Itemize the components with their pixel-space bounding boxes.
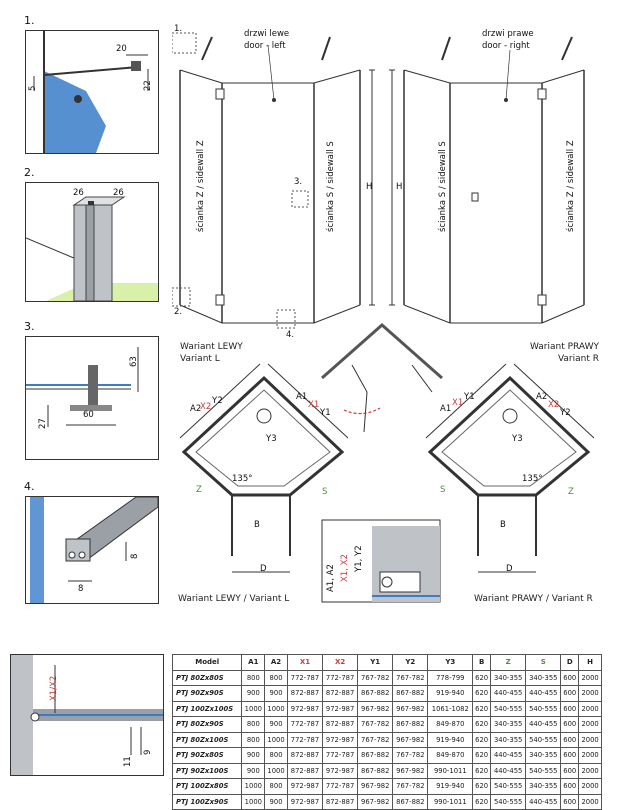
variant-left-caption: Wariant LEWY / Variant L <box>178 594 290 604</box>
table-cell: 900 <box>242 748 265 764</box>
plan-left-b: B <box>254 520 260 530</box>
table-cell: 767-782 <box>358 670 393 686</box>
table-cell: 600 <box>561 748 579 764</box>
table-cell: 900 <box>242 763 265 779</box>
table-cell: 620 <box>473 701 491 717</box>
table-cell: 972-987 <box>287 779 322 795</box>
table-cell: 767-782 <box>393 670 428 686</box>
plan-left-y2: Y2 <box>212 396 223 406</box>
table-cell: 772-787 <box>287 732 322 748</box>
table-cell: 800 <box>265 670 288 686</box>
plan-left-x2: X2 <box>200 402 212 412</box>
table-cell: 900 <box>265 717 288 733</box>
table-cell: 772-787 <box>323 779 358 795</box>
table-cell: 967-982 <box>358 701 393 717</box>
table-row <box>173 748 602 764</box>
table-cell: 600 <box>561 701 579 717</box>
plan-right-y1: Y1 <box>464 392 475 402</box>
table-cell: 2000 <box>579 670 602 686</box>
table-cell: 2000 <box>579 701 602 717</box>
table-cell: 1000 <box>265 763 288 779</box>
header-d: D <box>561 655 579 671</box>
variant-right-title: Wariant PRAWY <box>529 342 599 352</box>
detail-2-dim-a: 26 <box>73 188 84 198</box>
table-cell: 872-887 <box>287 686 322 702</box>
table-cell-model: PTJ 90Zx80S <box>173 748 242 764</box>
table-cell-model: PTJ 80Zx80S <box>173 670 242 686</box>
table-cell: 990-1011 <box>428 794 473 810</box>
table-cell: 972-987 <box>323 701 358 717</box>
detail-4-dim-w: 8 <box>78 584 84 594</box>
height-label-right: H <box>396 182 403 192</box>
table-cell: 2000 <box>579 794 602 810</box>
spec-table-body <box>173 670 602 810</box>
table-header-row <box>173 655 602 671</box>
table-cell: 772-787 <box>323 670 358 686</box>
table-row <box>173 717 602 733</box>
plan-right-d: D <box>506 564 513 574</box>
table-cell: 1000 <box>242 794 265 810</box>
table-cell: 778-799 <box>428 670 473 686</box>
step-4-label: 4. <box>24 480 35 493</box>
table-cell: 620 <box>473 748 491 764</box>
right-sidewall-s: ścianka S / sidewall S <box>438 141 448 232</box>
table-cell: 767-782 <box>358 717 393 733</box>
table-cell: 440-455 <box>526 794 561 810</box>
table-cell: 600 <box>561 686 579 702</box>
plan-left-a2: A2 <box>190 404 202 414</box>
table-cell: 900 <box>242 686 265 702</box>
table-cell: 919-940 <box>428 779 473 795</box>
detail-3-dim-width: 60 <box>83 410 94 420</box>
table-cell: 1000 <box>265 701 288 717</box>
table-cell: 872-887 <box>287 748 322 764</box>
table-cell: 620 <box>473 763 491 779</box>
table-cell: 620 <box>473 732 491 748</box>
plan-left-z: Z <box>196 485 202 495</box>
table-cell-model: PTJ 100Zx80S <box>173 779 242 795</box>
table-cell: 972-987 <box>323 763 358 779</box>
table-cell: 767-782 <box>393 748 428 764</box>
table-cell-model: PTJ 90Zx90S <box>173 686 242 702</box>
table-cell: 990-1011 <box>428 763 473 779</box>
plan-right-angle: 135° <box>522 474 543 484</box>
plan-right-a2: A2 <box>536 392 548 402</box>
step-3-label: 3. <box>24 320 35 333</box>
left-door-label-en: door - left <box>244 41 286 51</box>
table-cell: 800 <box>242 732 265 748</box>
table-cell: 2000 <box>579 686 602 702</box>
callout-3: 3. <box>294 177 303 187</box>
plan-right-s: S <box>440 485 446 495</box>
table-cell: 919-940 <box>428 686 473 702</box>
table-cell: 767-782 <box>358 732 393 748</box>
step-2-label: 2. <box>24 166 35 179</box>
detail-1-dim-left: 5 <box>28 85 38 91</box>
header-y1: Y1 <box>358 655 393 671</box>
table-cell: 867-882 <box>358 763 393 779</box>
header-y3: Y3 <box>428 655 473 671</box>
plan-right-y2: Y2 <box>560 408 571 418</box>
table-cell: 772-787 <box>323 748 358 764</box>
plan-left-x1: X1 <box>308 400 320 410</box>
table-row <box>173 732 602 748</box>
table-cell: 340-355 <box>526 748 561 764</box>
plan-left-y3: Y3 <box>266 434 277 444</box>
right-sidewall-z: ścianka Z / sidewall Z <box>566 140 576 232</box>
table-cell: 540-555 <box>526 763 561 779</box>
right-door-label: drzwi prawe <box>482 29 534 39</box>
detail-x1x2: X1, X2 <box>340 554 350 582</box>
left-door-label: drzwi lewe <box>244 29 290 39</box>
header-z: Z <box>491 655 526 671</box>
elevation-drawing <box>172 25 612 340</box>
spec-table <box>172 654 602 810</box>
header-a1: A1 <box>242 655 265 671</box>
table-cell: 967-982 <box>358 794 393 810</box>
table-cell: 867-882 <box>393 686 428 702</box>
table-cell: 540-555 <box>526 701 561 717</box>
detail-3-dim-height: 63 <box>129 356 139 367</box>
table-cell: 600 <box>561 794 579 810</box>
table-cell: 2000 <box>579 717 602 733</box>
table-cell: 340-355 <box>491 717 526 733</box>
detail-1-dim-top: 20 <box>116 44 127 54</box>
header-x2: X2 <box>323 655 358 671</box>
table-cell: 540-555 <box>526 732 561 748</box>
table-cell: 440-455 <box>491 748 526 764</box>
bottom-detail-drawing <box>11 655 163 775</box>
table-cell: 972-987 <box>287 701 322 717</box>
plan-right-z: Z <box>568 487 574 497</box>
table-row <box>173 701 602 717</box>
plan-right-a1: A1 <box>440 404 452 414</box>
table-cell: 2000 <box>579 779 602 795</box>
table-cell: 440-455 <box>491 763 526 779</box>
table-cell: 440-455 <box>526 717 561 733</box>
table-cell: 800 <box>242 670 265 686</box>
table-cell: 919-940 <box>428 732 473 748</box>
callout-1: 1. <box>174 24 183 34</box>
detail-2-panel <box>25 182 159 302</box>
detail-1-dim-right: 22 <box>143 80 153 91</box>
variant-right-title-en: Variant R <box>557 354 599 364</box>
detail-a1a2: A1, A2 <box>326 564 336 592</box>
table-row <box>173 779 602 795</box>
table-cell: 967-982 <box>358 779 393 795</box>
header-h: H <box>579 655 602 671</box>
table-cell: 800 <box>242 717 265 733</box>
table-cell: 2000 <box>579 763 602 779</box>
table-row <box>173 686 602 702</box>
plan-left-s: S <box>322 487 328 497</box>
detail-3-dim-base: 27 <box>38 418 48 429</box>
table-cell: 800 <box>265 748 288 764</box>
table-cell: 440-455 <box>491 686 526 702</box>
table-cell: 540-555 <box>491 701 526 717</box>
table-cell: 872-887 <box>323 686 358 702</box>
plan-left-y1: Y1 <box>320 408 331 418</box>
header-x1: X1 <box>287 655 322 671</box>
table-cell: 1000 <box>242 779 265 795</box>
table-cell: 872-887 <box>323 717 358 733</box>
table-cell: 600 <box>561 732 579 748</box>
step-1-label: 1. <box>24 14 35 27</box>
table-cell: 767-782 <box>393 779 428 795</box>
table-cell: 620 <box>473 717 491 733</box>
table-row <box>173 794 602 810</box>
table-cell: 900 <box>265 794 288 810</box>
variant-left-title: Wariant LEWY <box>180 342 243 352</box>
left-sidewall-s: ścianka S / sidewall S <box>326 141 336 232</box>
table-cell: 440-455 <box>526 686 561 702</box>
table-cell: 340-355 <box>526 670 561 686</box>
table-cell: 867-882 <box>358 748 393 764</box>
table-cell-model: PTJ 80Zx90S <box>173 717 242 733</box>
table-cell: 2000 <box>579 748 602 764</box>
header-b: B <box>473 655 491 671</box>
table-cell: 972-987 <box>287 794 322 810</box>
bottom-detail-dim-11: 11 <box>123 756 133 767</box>
table-cell: 2000 <box>579 732 602 748</box>
table-cell: 867-882 <box>358 686 393 702</box>
table-cell: 600 <box>561 779 579 795</box>
header-s: S <box>526 655 561 671</box>
table-cell-model: PTJ 100Zx100S <box>173 701 242 717</box>
table-cell: 620 <box>473 779 491 795</box>
table-cell: 972-987 <box>323 732 358 748</box>
plan-left-a1: A1 <box>296 392 308 402</box>
table-cell: 967-982 <box>393 701 428 717</box>
table-row <box>173 763 602 779</box>
detail-1-drawing <box>26 31 158 153</box>
table-cell: 620 <box>473 670 491 686</box>
table-cell: 540-555 <box>491 779 526 795</box>
plan-right-b: B <box>500 520 506 530</box>
table-cell: 867-882 <box>393 794 428 810</box>
table-cell: 600 <box>561 717 579 733</box>
header-model: Model <box>173 655 242 671</box>
plan-right-y3: Y3 <box>512 434 523 444</box>
detail-4-dim-h: 8 <box>130 553 140 559</box>
detail-3-panel <box>25 336 159 460</box>
detail-2-dim-b: 26 <box>113 188 124 198</box>
table-cell: 800 <box>265 779 288 795</box>
plan-right-x2: X2 <box>548 400 560 410</box>
table-cell: 872-887 <box>323 794 358 810</box>
table-cell: 620 <box>473 686 491 702</box>
table-cell: 772-787 <box>287 670 322 686</box>
table-cell: 967-982 <box>393 732 428 748</box>
table-cell: 540-555 <box>491 794 526 810</box>
table-row <box>173 670 602 686</box>
table-cell: 1000 <box>242 701 265 717</box>
table-cell: 867-882 <box>393 717 428 733</box>
callout-2: 2. <box>174 307 183 317</box>
header-a2: A2 <box>265 655 288 671</box>
plan-left-d: D <box>260 564 267 574</box>
table-cell: 340-355 <box>526 779 561 795</box>
table-cell-model: PTJ 80Zx100S <box>173 732 242 748</box>
table-cell-model: PTJ 100Zx90S <box>173 794 242 810</box>
bottom-detail-dim-9: 9 <box>143 749 153 755</box>
detail-y1y2: Y1, Y2 <box>354 545 364 572</box>
left-sidewall-z: ścianka Z / sidewall Z <box>196 140 206 232</box>
table-cell: 600 <box>561 670 579 686</box>
plan-left-angle: 135° <box>232 474 253 484</box>
table-cell: 340-355 <box>491 670 526 686</box>
table-cell: 1061-1082 <box>428 701 473 717</box>
table-cell: 900 <box>265 686 288 702</box>
table-cell-model: PTJ 90Zx100S <box>173 763 242 779</box>
table-cell: 849-870 <box>428 717 473 733</box>
variant-left-title-en: Variant L <box>180 354 220 364</box>
plan-drawing <box>172 320 612 605</box>
header-y2: Y2 <box>393 655 428 671</box>
height-label-left: H <box>366 182 373 192</box>
table-cell: 1000 <box>265 732 288 748</box>
plan-right-x1: X1 <box>452 398 464 408</box>
bottom-detail-x1x2: X1/X2 <box>49 675 59 701</box>
callout-4: 4. <box>286 330 295 340</box>
right-door-label-en: door - right <box>482 41 530 51</box>
variant-right-caption: Wariant PRAWY / Variant R <box>474 594 593 604</box>
table-cell: 600 <box>561 763 579 779</box>
table-cell: 340-355 <box>491 732 526 748</box>
table-cell: 849-870 <box>428 748 473 764</box>
table-cell: 967-982 <box>393 763 428 779</box>
detail-4-panel <box>25 496 159 604</box>
detail-1-panel <box>25 30 159 154</box>
table-cell: 772-787 <box>287 717 322 733</box>
table-cell: 872-887 <box>287 763 322 779</box>
detail-2-drawing <box>26 183 158 301</box>
detail-4-drawing <box>26 497 158 603</box>
table-cell: 620 <box>473 794 491 810</box>
bottom-detail-panel <box>10 654 164 776</box>
